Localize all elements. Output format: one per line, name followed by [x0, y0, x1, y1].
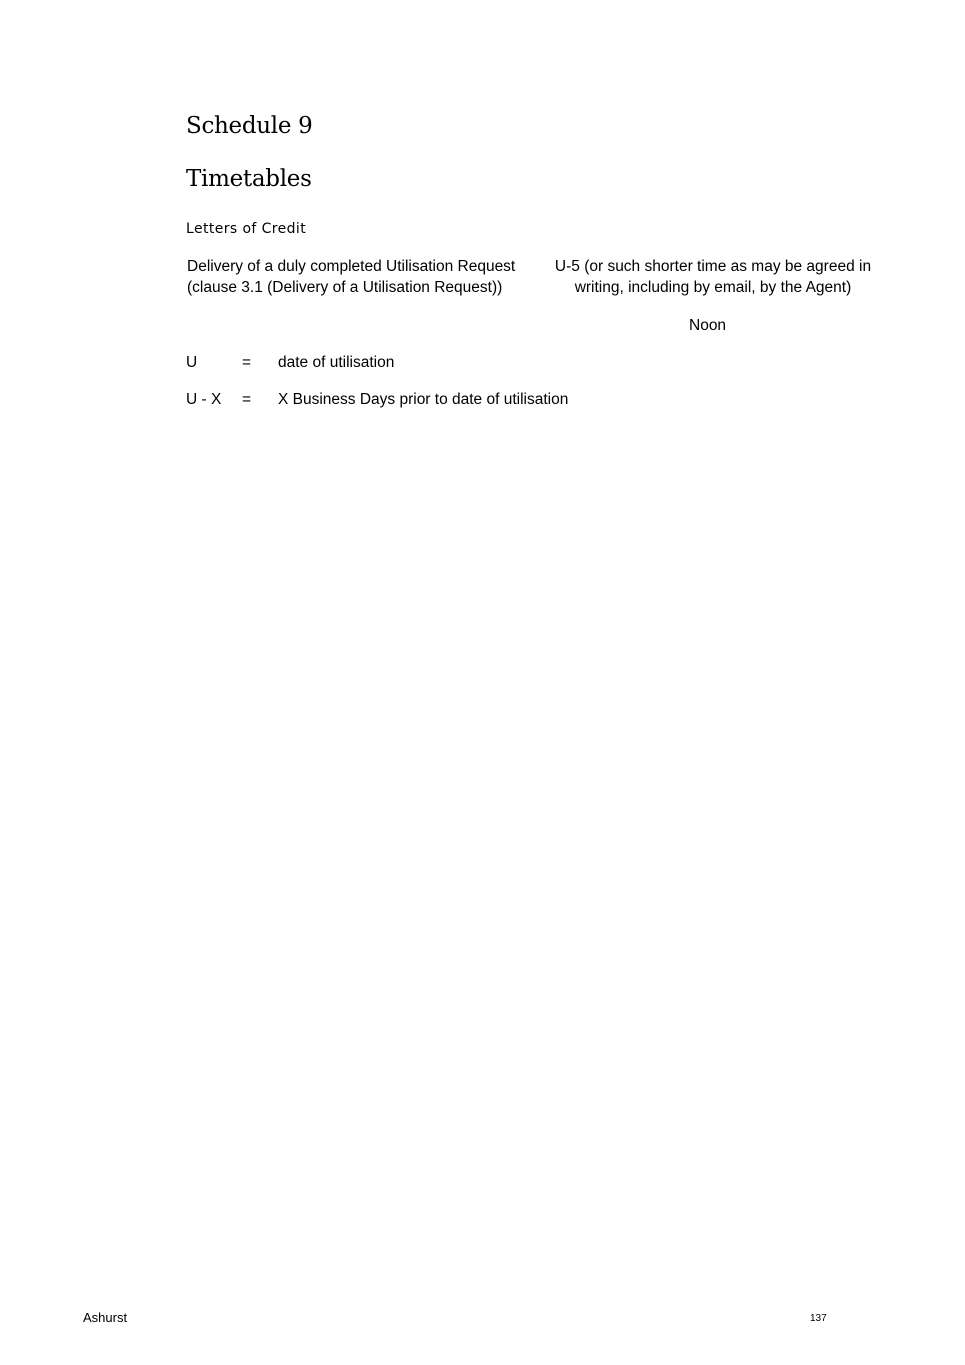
section-heading: Letters of Credit — [186, 221, 307, 237]
time-cell: U-5 (or such shorter time as may be agreed in writing, including by email, by the Agent) — [554, 258, 872, 296]
definition-term: U — [186, 354, 198, 371]
schedule-title: Timetables — [186, 166, 312, 192]
footer-firm-name: Ashurst — [83, 1310, 128, 1325]
definition-meaning: date of utilisation — [278, 354, 395, 371]
definition-row — [186, 389, 568, 410]
table-row — [184, 256, 883, 298]
definition-equals: = — [242, 354, 252, 371]
definition-equals: = — [242, 391, 252, 408]
definition-term: U - X — [186, 391, 222, 408]
definitions-list — [186, 352, 568, 426]
definition-row — [186, 352, 568, 373]
schedule-number: Schedule 9 — [186, 113, 313, 139]
event-cell: Delivery of a duly completed Utilisation Request (clause 3.1 (Delivery of a Utilisation Request)) — [187, 258, 516, 296]
footer-page-number: 137 — [810, 1313, 827, 1324]
time-note: Noon — [689, 317, 727, 334]
timetable — [184, 256, 883, 298]
definition-meaning: X Business Days prior to date of utilisation — [278, 391, 569, 408]
